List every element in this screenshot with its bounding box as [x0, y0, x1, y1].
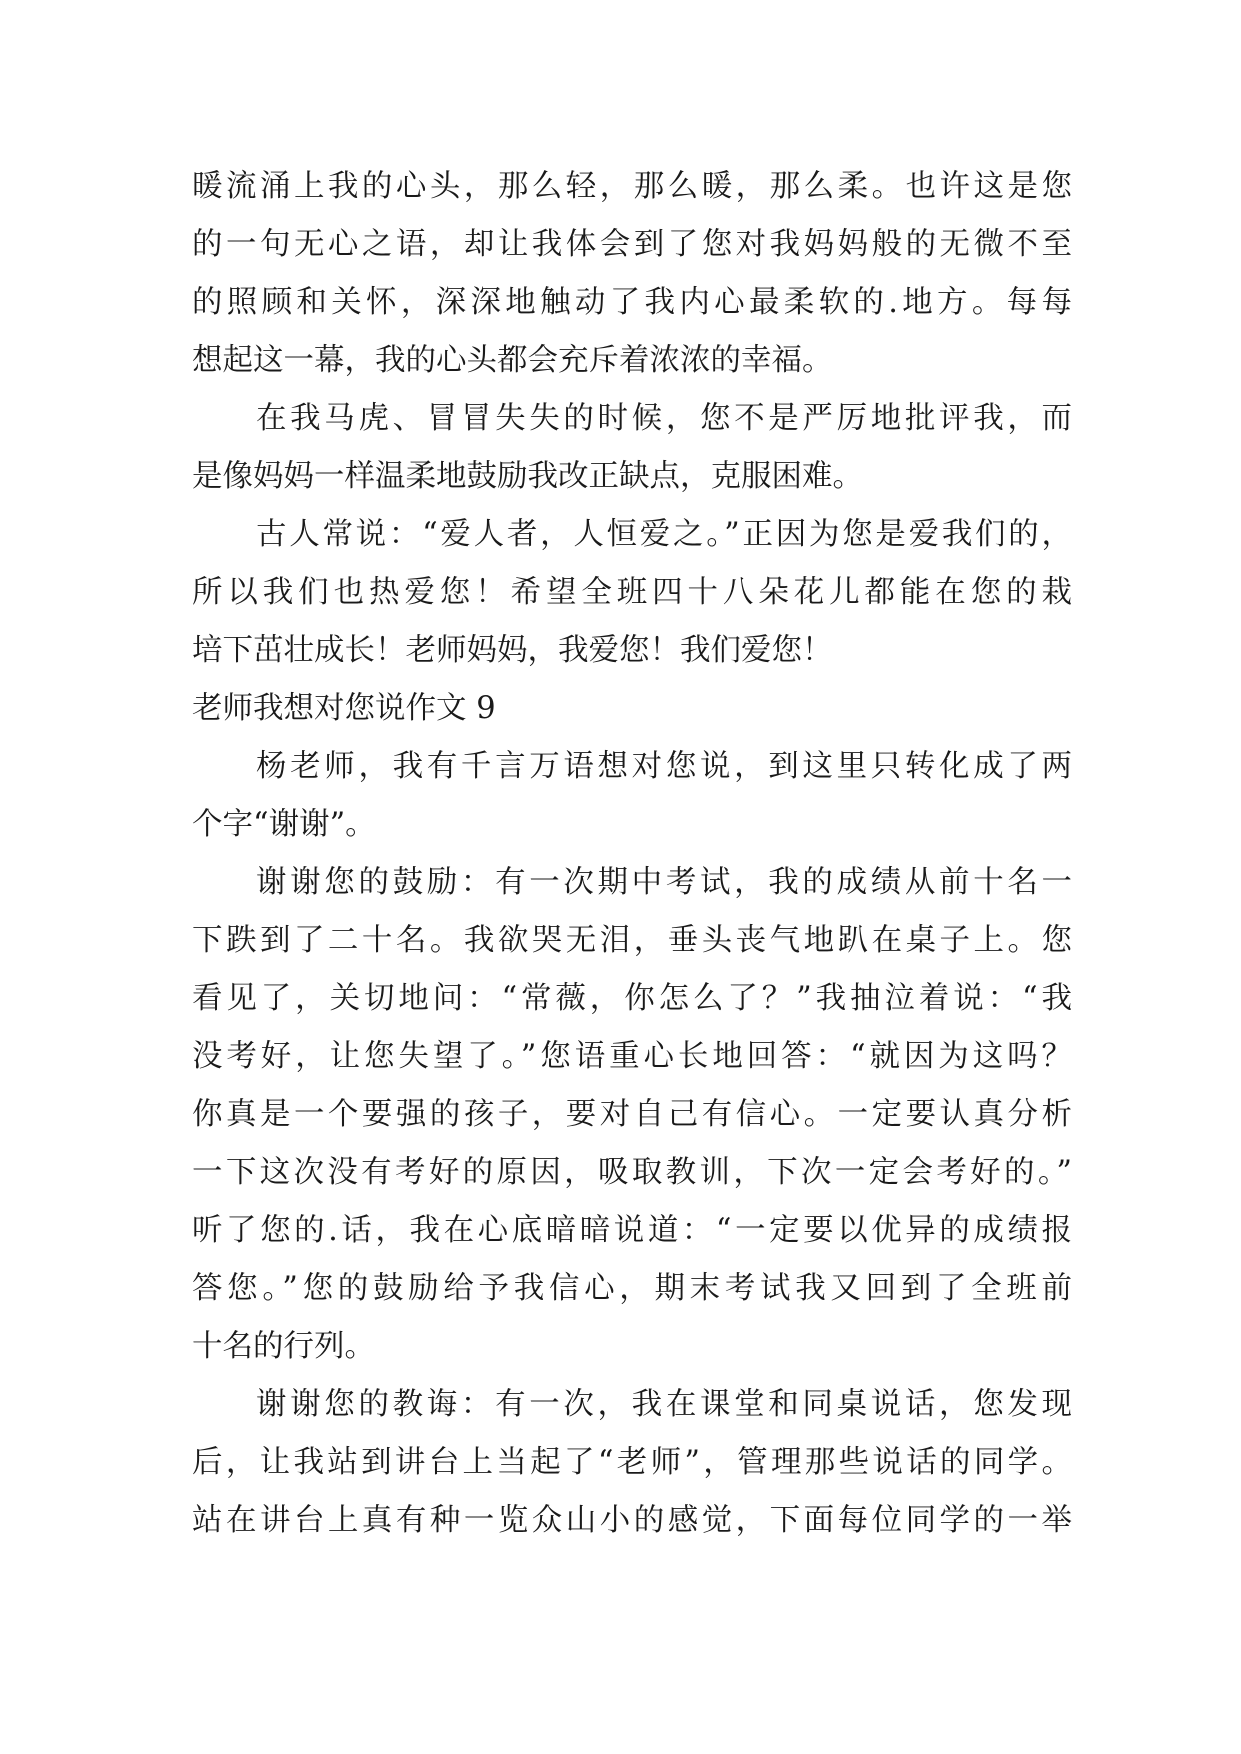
- text-line: 下跌到了二十名。我欲哭无泪，垂头丧气地趴在桌子上。您: [192, 923, 1072, 958]
- text-line: 个字“谢谢”。: [192, 807, 376, 842]
- text-line: 暖流涌上我的心头，那么轻，那么暖，那么柔。也许这是您: [192, 169, 1072, 204]
- text-line: 的照顾和关怀，深深地触动了我内心最柔软的.地方。每每: [192, 285, 1072, 320]
- text-line: 站在讲台上真有种一览众山小的感觉，下面每位同学的一举: [192, 1503, 1072, 1538]
- text-line: 想起这一幕，我的心头都会充斥着浓浓的幸福。: [192, 343, 833, 378]
- text-line: 没考好，让您失望了。”您语重心长地回答：“就因为这吗？: [192, 1039, 1072, 1074]
- text-line: 后，让我站到讲台上当起了“老师”，管理那些说话的同学。: [192, 1445, 1072, 1480]
- text-line: 是像妈妈一样温柔地鼓励我改正缺点，克服困难。: [192, 459, 863, 494]
- text-line: 十名的行列。: [192, 1329, 375, 1364]
- paragraph-first-line: 古人常说：“爱人者，人恒爱之。”正因为您是爱我们的，: [256, 517, 1072, 552]
- text-line: 听了您的.话，我在心底暗暗说道：“一定要以优异的成绩报: [192, 1213, 1072, 1248]
- text-line: 的一句无心之语，却让我体会到了您对我妈妈般的无微不至: [192, 227, 1072, 262]
- section-heading: 老师我想对您说作文 9: [192, 691, 496, 726]
- text-line: 培下茁壮成长！老师妈妈，我爱您！我们爱您！: [192, 633, 833, 668]
- paragraph-first-line: 杨老师，我有千言万语想对您说，到这里只转化成了两: [256, 749, 1072, 784]
- text-line: 所以我们也热爱您！希望全班四十八朵花儿都能在您的栽: [192, 575, 1072, 610]
- text-line: 一下这次没有考好的原因，吸取教训，下次一定会考好的。”: [192, 1155, 1072, 1190]
- paragraph-first-line: 在我马虎、冒冒失失的时候，您不是严厉地批评我，而: [256, 401, 1072, 436]
- document-page: [192, 158, 1072, 1550]
- text-line: 答您。”您的鼓励给予我信心，期末考试我又回到了全班前: [192, 1271, 1072, 1306]
- text-line: 看见了，关切地问：“常薇，你怎么了？”我抽泣着说：“我: [192, 981, 1072, 1016]
- paragraph-first-line: 谢谢您的鼓励：有一次期中考试，我的成绩从前十名一: [256, 865, 1072, 900]
- paragraph-first-line: 谢谢您的教诲：有一次，我在课堂和同桌说话，您发现: [256, 1387, 1072, 1422]
- text-line: 你真是一个要强的孩子，要对自己有信心。一定要认真分析: [192, 1097, 1072, 1132]
